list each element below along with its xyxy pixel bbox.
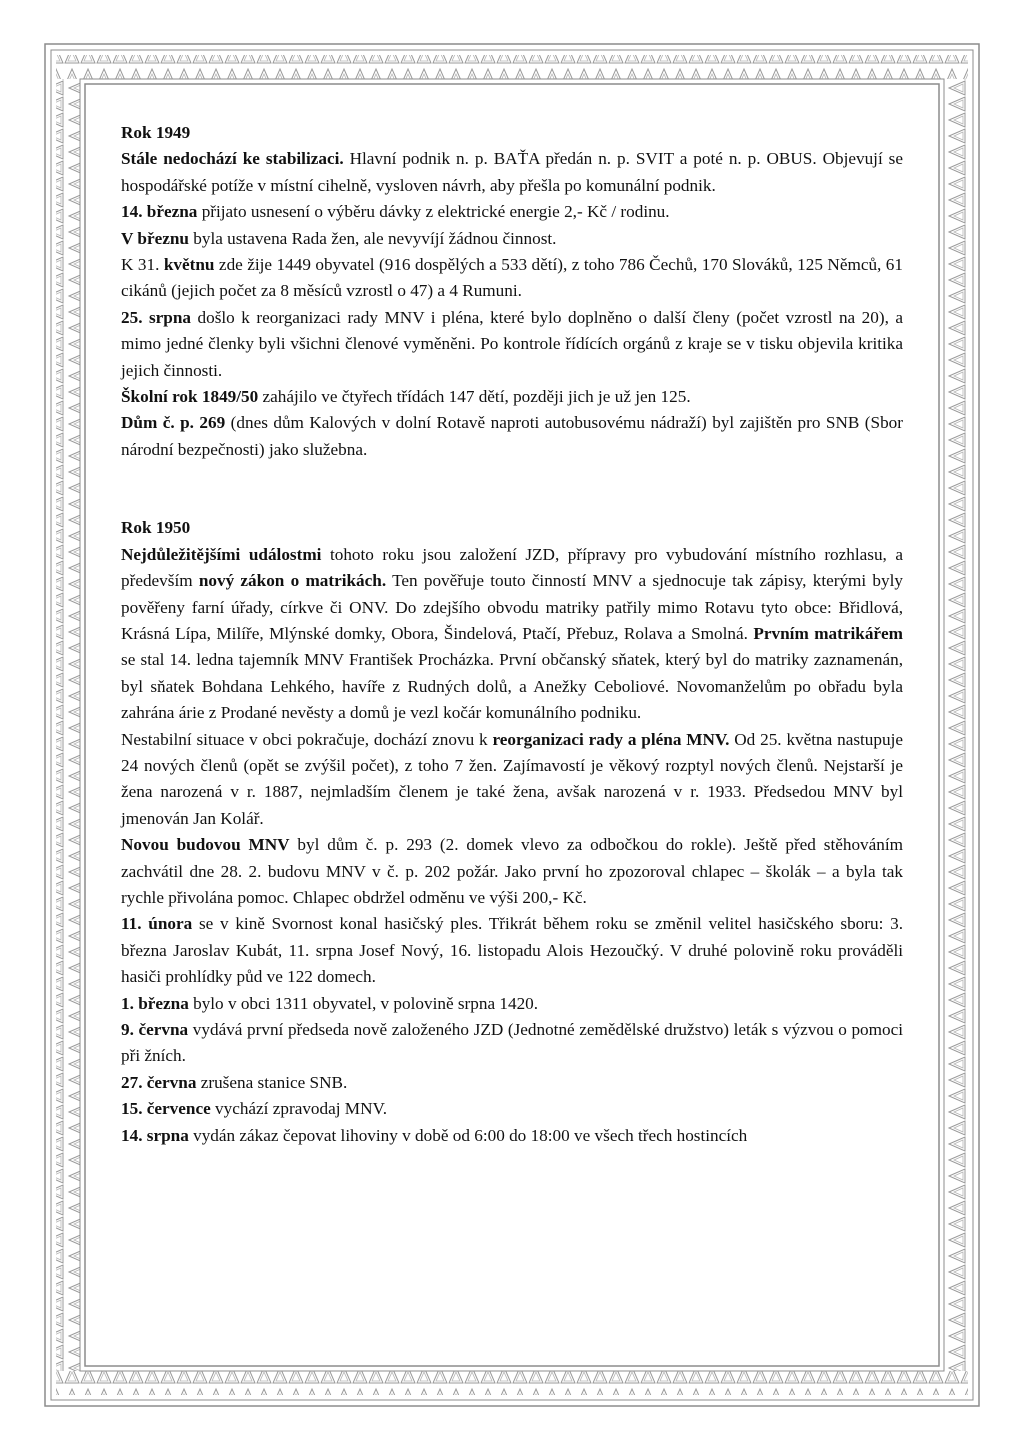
text-run: tohoto roku jsou založení JZD, přípravy pro vybudování místního rozhlasu, a především xyxy=(121,544,903,591)
paragraph xyxy=(121,1123,903,1149)
text-run: K 31. xyxy=(121,255,164,275)
paragraph xyxy=(121,226,903,252)
emphasized-text: Novou budovou MNV xyxy=(121,835,290,855)
text-run: přijato usnesení o výběru dávky z elektrické energie 2,- Kč / rodinu. xyxy=(197,202,670,222)
text-run: se v kině Svornost konal hasičský ples. Třikrát během roku se změnil velitel hasičského sboru: 3. března Jaroslav Kubát, 11. srpna Josef Nový, 16. listopadu Alois Hezoučký. V druhé polovině roku prováděli hasiči prohlídky půd ve 122 domech. xyxy=(121,914,903,987)
emphasized-text: 14. srpna xyxy=(121,1125,189,1145)
text-run: Od 25. května nastupuje 24 nových členů (opět se zvýšil počet), z toho 7 žen. Zajímavostí je věkový rozptyl nových členů. Nejstarší je žena narozená v r. 1887, nejmladším členem je také žena, avšak narozená v r. 1933. Předsedou MNV byl jmenován Jan Kolář. xyxy=(121,729,903,828)
text-run: došlo k reorganizaci rady MNV i pléna, které bylo doplněno o další členy (počet vzrostl na 20), a mimo jedné členky byli všichni členové vyměněni. Po kontrole řídících orgánů z kraje se v tisku objevila kritika jejich činnosti. xyxy=(121,307,903,380)
text-run: vychází zpravodaj MNV. xyxy=(210,1099,387,1119)
emphasized-text: 27. června xyxy=(121,1072,197,1092)
text-run: zahájilo ve čtyřech třídách 147 dětí, později jich je už jen 125. xyxy=(258,387,691,407)
emphasized-text: 25. srpna xyxy=(121,307,192,327)
paragraph xyxy=(121,1096,903,1122)
emphasized-text: Stále nedochází ke stabilizaci. xyxy=(121,149,344,169)
paragraph xyxy=(121,911,903,990)
emphasized-text: květnu xyxy=(163,255,215,275)
emphasized-text: 11. února xyxy=(121,914,193,934)
paragraph xyxy=(121,542,903,727)
emphasized-text: 14. března xyxy=(121,202,198,222)
text-run: se stal 14. ledna tajemník MNV František Procházka. První občanský sňatek, který byl do matriky zaznamenán, byl sňatek Bohdana Lehkého, havíře z Rudných dolů, a Anežky Ceboliové. Novomanželům po obřadu byla zahrána árie z Prodané nevěsty a domů je vezl kočár komunálního podniku. xyxy=(121,650,903,723)
emphasized-text: 15. července xyxy=(121,1099,211,1119)
paragraph xyxy=(121,146,903,199)
paragraph xyxy=(121,410,903,463)
paragraph xyxy=(121,199,903,225)
paragraph xyxy=(121,991,903,1017)
paragraph xyxy=(121,305,903,384)
text-run: byl dům č. p. 293 (2. domek vlevo za odbočkou do rokle). Ještě před stěhováním zachvátil dne 28. 2. budovu MNV v č. p. 202 požár. Jako první ho zpozoroval chlapec – školák – a byla tak rychle přivolána pomoc. Chlapec obdržel odměnu ve výši 200,- Kč. xyxy=(121,835,903,907)
emphasized-text: Dům č. p. 269 xyxy=(121,413,226,433)
text-run: zrušena stanice SNB. xyxy=(196,1072,348,1092)
text-run: Nestabilní situace v obci pokračuje, dochází znovu k xyxy=(121,729,493,749)
emphasized-text: Školní rok 1849/50 xyxy=(121,387,259,407)
section-spacer xyxy=(121,463,903,515)
text-run: zde žije 1449 obyvatel (916 dospělých a 533 dětí), z toho 786 Čechů, 170 Slováků, 125 Němců, 61 cikánů (jejich počet za 8 měsíců vzrostl o 47) a 4 Rumuni. xyxy=(121,255,903,301)
section-title: Rok 1950 xyxy=(121,518,191,538)
paragraph xyxy=(121,727,903,833)
text-run: vydán zákaz čepovat lihoviny v době od 6:00 do 18:00 ve všech třech hostincích xyxy=(188,1125,748,1145)
emphasized-text: 1. března xyxy=(121,993,189,1013)
paragraph xyxy=(121,1070,903,1096)
text-run: vydává první předseda nově založeného JZD (Jednotné zemědělské družstvo) leták s výzvou o pomoci při žních. xyxy=(121,1020,903,1066)
emphasized-text: Prvním matrikářem xyxy=(753,623,903,643)
emphasized-text: Nejdůležitějšími událostmi xyxy=(121,544,322,564)
emphasized-text: nový zákon o matrikách. xyxy=(198,571,387,591)
emphasized-text: 9. června xyxy=(121,1020,189,1039)
text-run: bylo v obci 1311 obyvatel, v polovině srpna 1420. xyxy=(188,993,539,1013)
emphasized-text: V březnu xyxy=(121,228,189,248)
text-run: (dnes dům Kalových v dolní Rotavě naproti autobusovému nádraží) byl zajištěn pro SNB (Sbor národní bezpečnosti) jako služebna. xyxy=(121,413,903,459)
text-run: Ten pověřuje touto činností MNV a sjednocuje tak zápisy, kterými byly pověřeny farní úřady, církve či ONV. Do zdejšího obvodu matriky patřily mimo Rotavu tyto obce: Břidlová, Krásná Lípa, Milíře, Mlýnské domky, Obora, Šindelová, Ptačí, Přebuz, Rolava a Smolná. xyxy=(121,571,903,643)
paragraph xyxy=(121,1017,903,1070)
document-body xyxy=(121,120,903,1149)
section-title: Rok 1949 xyxy=(121,123,191,142)
paragraph xyxy=(121,252,903,305)
emphasized-text: reorganizaci rady a pléna MNV. xyxy=(492,729,730,749)
text-run: Hlavní podnik n. p. BAŤA předán n. p. SVIT a poté n. p. OBUS. Objevují se hospodářské potíže v místní cihelně, vysloven návrh, aby přešla po komunální podnik. xyxy=(121,149,903,195)
paragraph xyxy=(121,384,903,410)
paragraph xyxy=(121,832,903,911)
text-run: byla ustavena Rada žen, ale nevyvíjí žádnou činnost. xyxy=(188,228,557,248)
